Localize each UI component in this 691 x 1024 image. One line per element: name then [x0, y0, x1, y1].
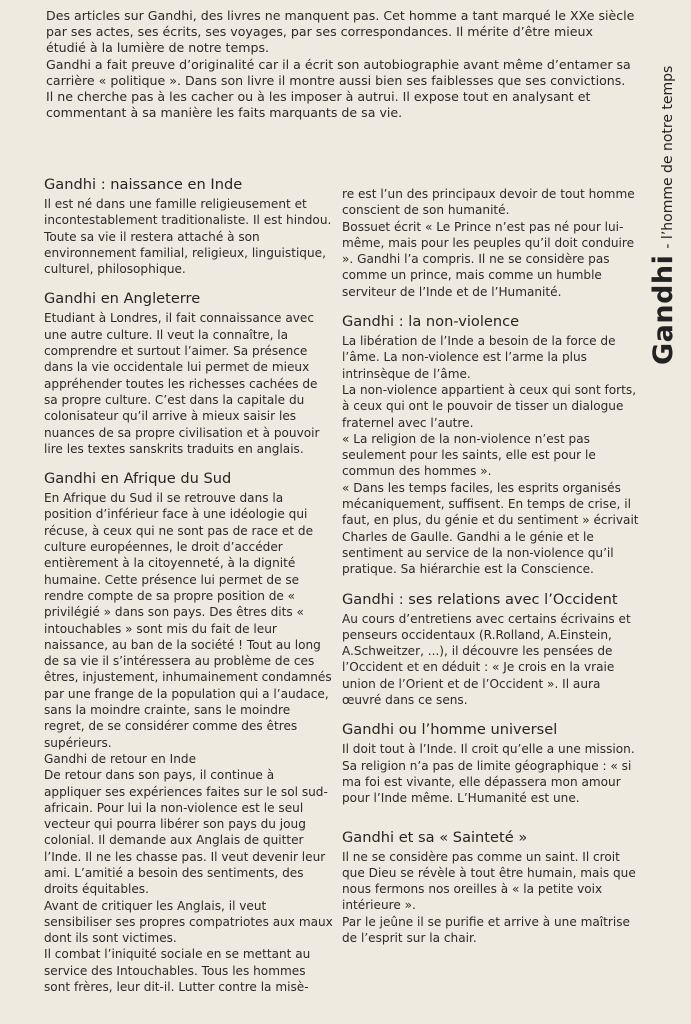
- section-non-violence: [342, 313, 642, 577]
- section-saintete: [342, 829, 642, 947]
- section-paragraph: re est l’un des principaux devoir de tout homme conscient de son humanité.: [342, 187, 635, 218]
- title-main: Gandhi: [648, 254, 679, 365]
- section-heading: Gandhi en Afrique du Sud: [44, 470, 232, 488]
- section-angleterre: [44, 290, 334, 457]
- section-heading: Gandhi : ses relations avec l’Occident: [342, 590, 618, 608]
- section-paragraph: Il est né dans une famille religieusement et incontestablement traditionaliste. Il est hindou. Toute sa vie il restera attaché à son environnement familial, religieux, linguistique, culturel, philosophique.: [44, 197, 332, 277]
- right-column: [342, 186, 642, 959]
- section-heading: Gandhi ou l’homme universel: [342, 721, 558, 739]
- section-paragraph: « Dans les temps faciles, les esprits organisés mécaniquement, suffisent. En temps de crise, il faut, en plus, du génie et du sentiment » écrivait Charles de Gaulle. Gandhi a le génie et le sentiment au service de la non-violence qu’il pratique. Sa hiérarchie est la Conscience.: [342, 480, 639, 577]
- subsection-heading: Gandhi de retour en Inde: [44, 751, 197, 766]
- vertical-title: [648, 66, 679, 365]
- section-paragraph: La libération de l’Inde a besoin de la force de l’âme. La non-violence est l’arme la plus intrinsèque de l’âme.: [342, 334, 616, 381]
- section-paragraph: La non-violence appartient à ceux qui sont forts, à ceux qui ont le pouvoir de tisser un dialogue fraternel avec l’autre.: [342, 382, 637, 430]
- section-homme-universel: [342, 721, 642, 806]
- section-paragraph: Il ne se considère pas comme un saint. Il croit que Dieu se révèle à tout être humain, mais que nous fermons nos oreilles à « la petite voix intérieure ».: [342, 849, 636, 913]
- section-heading: Gandhi et sa « Sainteté »: [342, 828, 528, 846]
- intro-block: [46, 8, 636, 121]
- section-naissance: [44, 176, 334, 277]
- section-heading: Gandhi : la non-violence: [342, 313, 520, 331]
- section-afrique-du-sud: [44, 470, 334, 995]
- section-paragraph: Avant de critiquer les Anglais, il veut sensibiliser ses propres compatriotes aux maux dont ils sont victimes.: [44, 898, 333, 946]
- section-paragraph: En Afrique du Sud il se retrouve dans la position d’inférieur face à une idéologie qui récuse, à ceux qui ne sont pas de race et de culture européennes, le droit d’accéder entièrement à la citoyenneté, à la dignité humaine. Cette présence lui permet de se rendre compte de sa propre position de « privilégié » dans son pays. Des êtres dits « intouchables » sont mis du fait de leur naissance, au ban de la société ! Tout au long de sa vie il s’intéressera au problème de ces êtres, injustement, inhumainement condamnés par une frange de la population qui a l’audace, sans la moindre crainte, sans le moindre regret, de se considérer comme des êtres supérieurs.: [44, 491, 332, 750]
- section-paragraph: « La religion de la non-violence n’est pas seulement pour les saints, elle est pour le commun des hommes ».: [342, 431, 596, 479]
- intro-paragraph: Des articles sur Gandhi, des livres ne manquent pas. Cet homme a tant marqué le XXe siècle par ses actes, ses écrits, ses voyages, par ses correspondances. Il mérite d’être mieux étudié à la lumière de notre temps.: [46, 8, 635, 56]
- section-paragraph: Par le jeûne il se purifie et arrive à une maîtrise de l’esprit sur la chair.: [342, 914, 630, 945]
- intro-paragraph: Gandhi a fait preuve d’originalité car il a écrit son autobiographie avant même d’entamer sa carrière « politique ». Dans son livre il montre aussi bien ses faiblesses que ses convictions. Il ne cherche pas à les cacher ou à les imposer à autrui. Il expose tout en analysant et commentant à sa manière les faits marquants de sa vie.: [46, 56, 631, 121]
- title-subtitle: - l’homme de notre temps: [660, 65, 676, 249]
- section-paragraph: Il doit tout à l’Inde. Il croit qu’elle a une mission. Sa religion n’a pas de limite géographique : « si ma foi est vivante, elle dépassera mon amour pour l’Inde même. L’Humanité est une.: [342, 742, 635, 806]
- section-heading: Gandhi en Angleterre: [44, 290, 201, 308]
- section-continuation: [342, 186, 642, 300]
- section-occident: [342, 591, 642, 709]
- section-paragraph: Etudiant à Londres, il fait connaissance avec une autre culture. Il veut la connaître, la comprendre et surtout l’aimer. Sa présence dans la vie occidentale lui permet de mieux appréhender toutes les richesses cachées de sa propre culture. C’est dans la capitale du colonisateur qu’il arrive à mieux saisir les nuances de sa propre civilisation et à pouvoir lire les textes sanskrits traduits en anglais.: [44, 311, 320, 456]
- section-paragraph: Au cours d’entretiens avec certains écrivains et penseurs occidentaux (R.Rolland, A.Einstein, A.Schweitzer, ...), il découvre les pensées de l’Occident et en déduit : « Je crois en la vraie union de l’Orient et de l’Occident ». Il aura œuvré dans ce sens.: [342, 611, 631, 708]
- section-paragraph: Bossuet écrit « Le Prince n’est pas né pour lui-même, mais pour les peuples qu’il doit conduire ». Gandhi l’a compris. Il ne se considère pas comme un prince, mais comme un humble serviteur de l’Inde et de l’Humanité.: [342, 219, 635, 299]
- section-paragraph: De retour dans son pays, il continue à appliquer ses expériences faites sur le sol sud-africain. Pour lui la non-violence est le seul vecteur qui pourra libérer son pays du joug colonial. Il demande aux Anglais de quitter l’Inde. Il ne les chasse pas. Il veut devenir leur ami. L’amitié a besoin des sentiments, des droits équitables.: [44, 768, 328, 897]
- left-column: [44, 176, 334, 1008]
- section-paragraph: Il combat l’iniquité sociale en se mettant au service des Intouchables. Tous les hommes sont frères, leur dit-il. Lutter contre la misè-: [44, 947, 311, 995]
- section-heading: Gandhi : naissance en Inde: [44, 176, 243, 193]
